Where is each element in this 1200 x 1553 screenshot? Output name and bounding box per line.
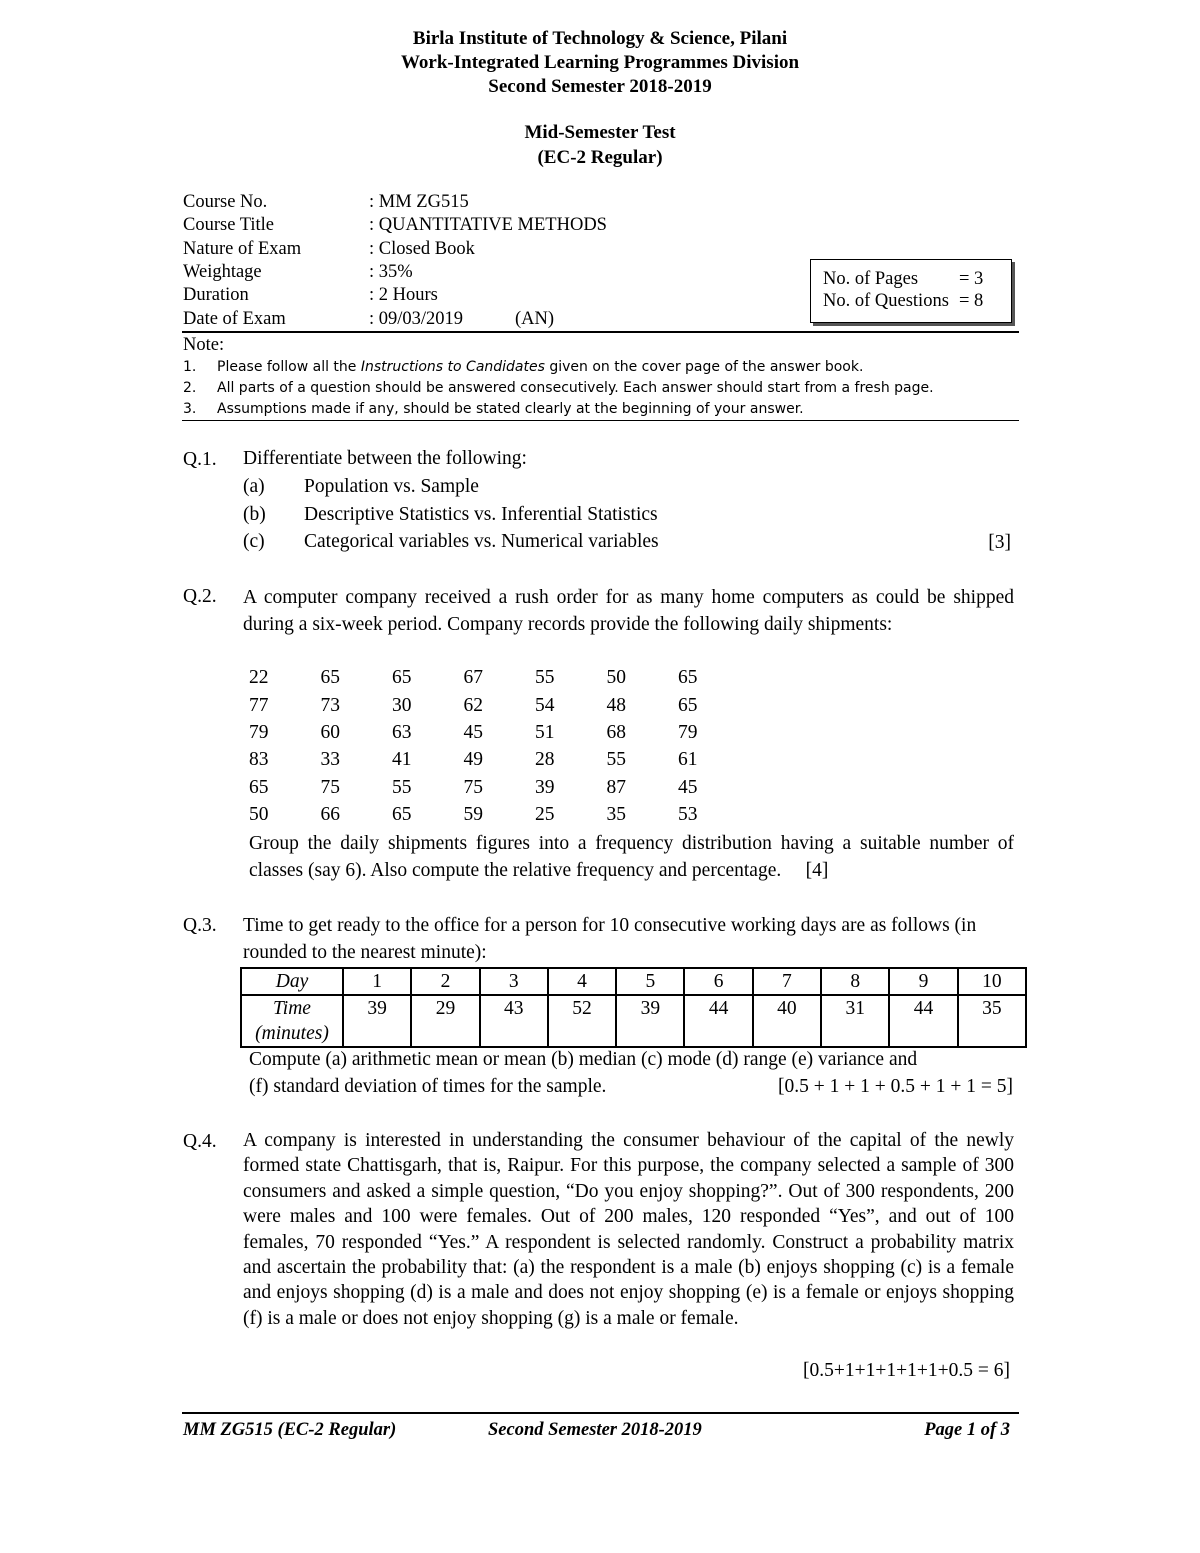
table-cell: 53 [678,804,698,826]
question-number: Q.3. [183,915,217,936]
meta-label: Date of Exam [183,309,286,329]
table-cell: 39 [343,995,411,1047]
table-cell: 61 [678,749,698,771]
table-row [244,664,745,691]
question-number: Q.1. [183,449,217,470]
note-title: Note: [183,335,225,355]
table-cell: 4 [548,968,616,995]
table-cell: 29 [411,995,479,1047]
table-cell: 79 [678,721,698,743]
table-row [241,968,1026,995]
part-label: (c) [243,531,265,552]
table-cell: 63 [392,721,412,743]
table-cell: 6 [684,968,752,995]
table-cell: 10 [958,968,1026,995]
shipments-table [244,664,745,828]
questions-label: No. of Questions [823,291,949,311]
question-number: Q.2. [183,586,217,607]
part-label: (a) [243,476,265,497]
divider [182,420,1019,421]
meta-label: Duration [183,285,249,305]
table-cell: 65 [249,776,269,798]
note-number: 3. [183,401,197,417]
divider [182,331,1019,333]
table-cell: 28 [535,749,555,771]
table-cell: 9 [889,968,957,995]
note-list [183,357,1013,420]
table-row [244,801,745,828]
table-cell: 44 [889,995,957,1047]
table-cell: 7 [753,968,821,995]
table-cell: 41 [392,749,412,771]
part-text: Population vs. Sample [304,476,479,497]
question-task: (f) standard deviation of times for the sample. [249,1076,607,1097]
table-cell: 1 [343,968,411,995]
note-item [183,357,1013,378]
table-cell: 73 [320,694,340,716]
footer-course: MM ZG515 (EC-2 Regular) [183,1420,397,1440]
table-cell: 55 [392,776,412,798]
table-cell: 60 [320,721,340,743]
table-cell: 31 [821,995,889,1047]
table-cell: 35 [606,804,626,826]
table-cell: 43 [480,995,548,1047]
table-cell: 8 [821,968,889,995]
table-cell: 40 [753,995,821,1047]
institute-name: Birla Institute of Technology & Science, Pilani [412,28,788,49]
table-cell: 44 [684,995,752,1047]
pages-label: No. of Pages [823,269,919,289]
table-cell: 49 [463,749,483,771]
table-cell: 48 [606,694,626,716]
marks: [0.5 + 1 + 1 + 0.5 + 1 + 1 = 5] [778,1076,1013,1097]
table-cell: 39 [535,776,555,798]
meta-value: : 09/03/2019 [369,309,464,329]
note-item [183,378,1013,399]
table-cell: 65 [392,804,412,826]
meta-value: : 35% [369,262,413,282]
table-cell: 68 [606,721,626,743]
meta-label: Course Title [183,215,274,235]
times-table [240,967,1027,1048]
table-row [244,719,745,746]
semester-title: Second Semester 2018-2019 [488,76,712,97]
note-text: Please follow all the Instructions to Candidates given on the cover page of the answer book. [217,359,864,375]
questions-value: = 8 [959,291,984,311]
table-row [241,995,1026,1047]
table-cell: 51 [535,721,555,743]
table-cell: 66 [320,804,340,826]
footer-divider [182,1412,1019,1414]
table-cell: 33 [320,749,340,771]
marks: [4] [805,860,829,881]
table-cell: 39 [616,995,684,1047]
table-cell: 25 [535,804,555,826]
division-name: Work-Integrated Learning Programmes Division [400,52,800,73]
table-cell: 45 [678,776,698,798]
table-row [244,746,745,773]
footer-semester: Second Semester 2018-2019 [488,1420,702,1440]
question-task: Compute (a) arithmetic mean or mean (b) median (c) mode (d) range (e) variance and [249,1049,918,1070]
part-text: Categorical variables vs. Numerical variables [304,531,659,552]
table-cell: 52 [548,995,616,1047]
pages-info-box [810,259,1012,323]
table-cell: 77 [249,694,269,716]
note-item [183,399,1013,420]
note-number: 1. [183,359,197,375]
table-cell: 83 [249,749,269,771]
note-text: All parts of a question should be answered consecutively. Each answer should start from a fresh page. [217,380,934,396]
meta-value: : Closed Book [369,239,475,259]
table-cell: 62 [463,694,483,716]
table-cell: 3 [480,968,548,995]
table-cell: 75 [463,776,483,798]
note-text: Assumptions made if any, should be stated clearly at the beginning of your answer. [217,401,804,417]
exam-type: (EC-2 Regular) [537,147,663,168]
table-cell: 50 [606,667,626,689]
meta-value: : MM ZG515 [369,192,469,212]
question-text: A computer company received a rush order for as many home computers as could be shipped during a six-week period. Company records provide the following daily shipments: [243,587,1014,635]
table-cell: 5 [616,968,684,995]
footer-page: Page 1 of 3 [924,1420,1010,1440]
table-cell: 75 [320,776,340,798]
table-cell: 35 [958,995,1026,1047]
meta-label: Course No. [183,192,268,212]
question-text: A company is interested in understanding the consumer behaviour of the capital of the newly formed state Chattisgarh, that is, Raipur. For this purpose, the company selected a sample of 300 consumers and asked a simple question, “Do you enjoy shopping?”. Out of 300 respondents, 200 were males and 100 were females. Out of 200 males, 120 responded “Yes”, and out of 100 females, 70 responded “Yes.” A respondent is selected randomly. Construct a probability matrix and ascertain the probability that: (a) the respondent is a male (b) enjoys shopping (c) is a female and enjoys shopping (d) is a male and does not enjoy shopping (e) is a female or enjoys shopping (f) is a male or does not enjoy shopping (g) is a male or female. [243,1130,1014,1329]
table-cell: 87 [606,776,626,798]
table-cell: 30 [392,694,412,716]
meta-value: : 2 Hours [369,285,438,305]
part-text: Descriptive Statistics vs. Inferential Statistics [304,504,658,525]
table-cell: 67 [463,667,483,689]
table-cell: 79 [249,721,269,743]
marks: [0.5+1+1+1+1+1+0.5 = 6] [803,1360,1010,1381]
table-cell: 2 [411,968,479,995]
part-label: (b) [243,504,266,525]
note-number: 2. [183,380,197,396]
table-row [244,774,745,801]
pages-value: = 3 [959,269,984,289]
table-cell: 65 [392,667,412,689]
meta-label: Nature of Exam [183,239,302,259]
meta-value: : QUANTITATIVE METHODS [369,215,607,235]
table-cell: 55 [535,667,555,689]
table-cell: 50 [249,804,269,826]
question-text: Differentiate between the following: [243,448,527,469]
exam-name: Mid-Semester Test [524,122,676,143]
table-row [244,691,745,718]
table-cell: 59 [463,804,483,826]
table-cell: 55 [606,749,626,771]
table-cell: 54 [535,694,555,716]
table-cell: 45 [463,721,483,743]
table-header: Day [241,968,343,995]
meta-label: Weightage [183,262,262,282]
question-text: Time to get ready to the office for a person for 10 consecutive working days are as follows (in rounded to the nearest minute): [243,915,977,963]
marks: [3] [988,532,1011,553]
table-cell: 65 [320,667,340,689]
question-task: Group the daily shipments figures into a frequency distribution having a suitable number of classes (say 6). Also compute the relative frequency and percentage. [4] [249,833,1014,881]
exam-session: (AN) [515,309,555,329]
table-cell: 65 [678,667,698,689]
question-number: Q.4. [183,1131,217,1152]
table-cell: 22 [249,667,269,689]
table-cell: 65 [678,694,698,716]
table-header: Time (minutes) [241,995,343,1047]
